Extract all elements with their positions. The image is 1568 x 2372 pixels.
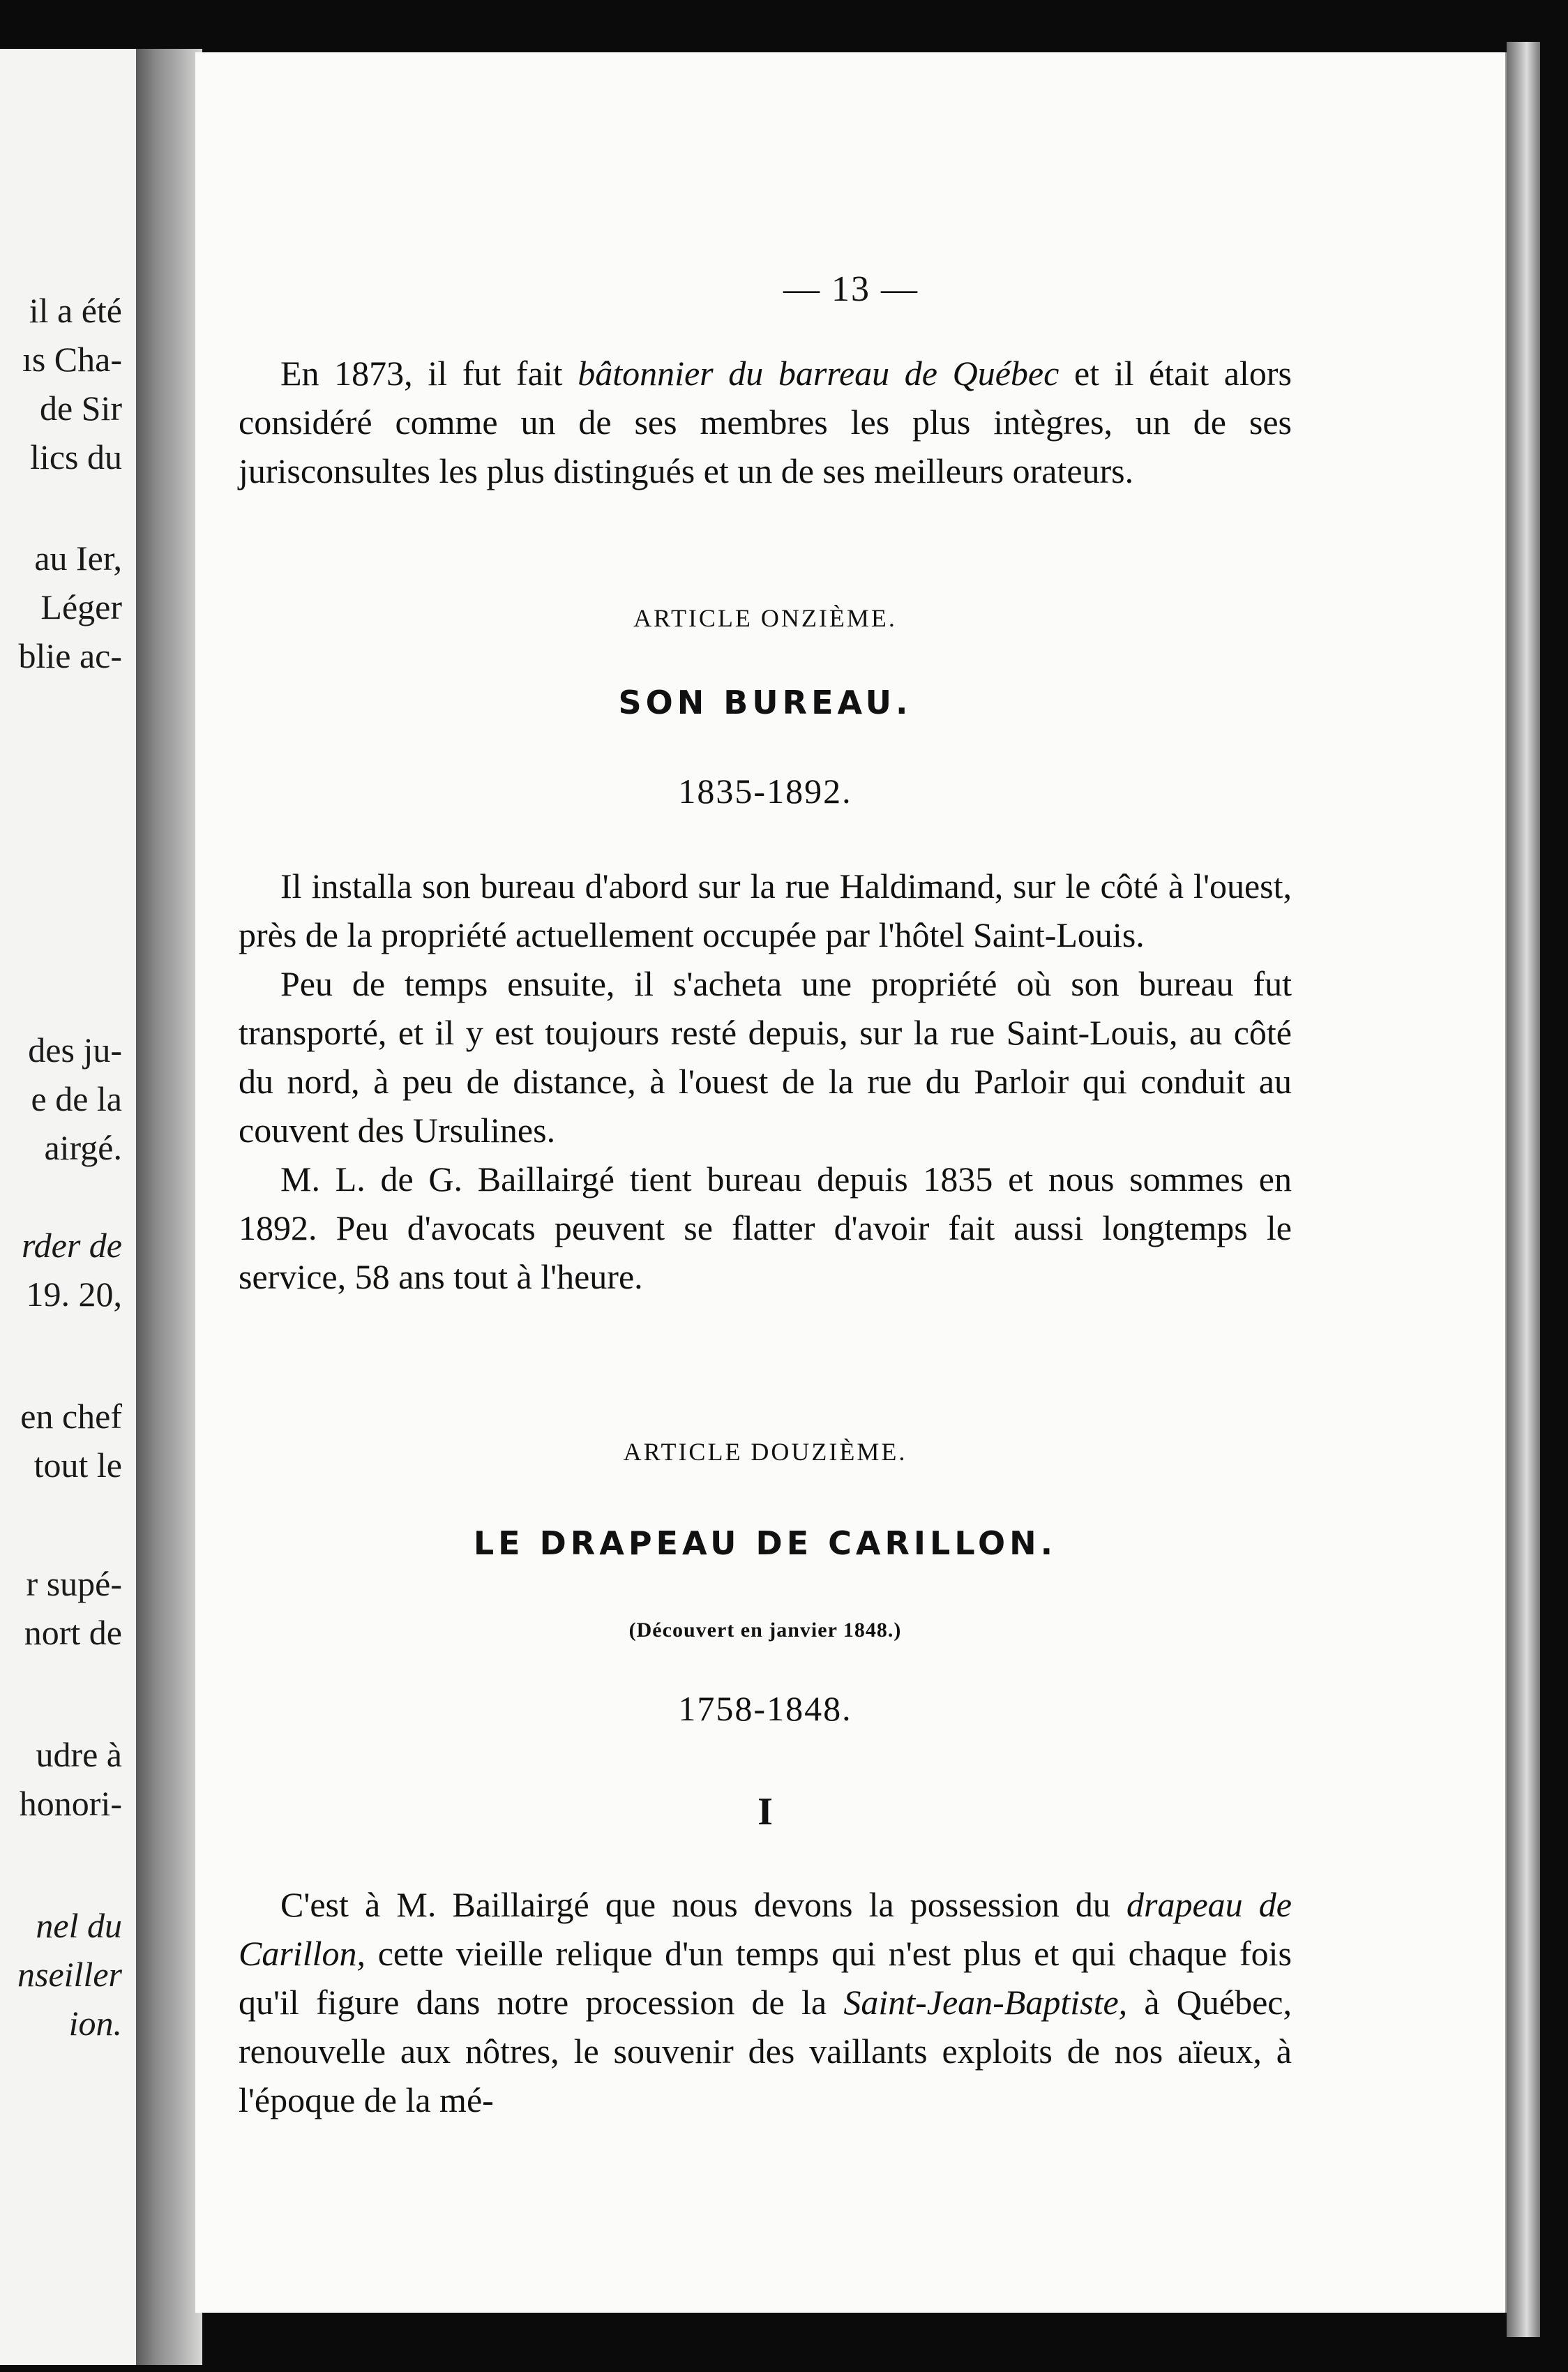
- paragraph: C'est à M. Baillairgé que nous devons la possession du drapeau de Carillon, cette vieille relique d'un temps qui n'est plus et qui chaque fois qu'il figure dans notre procession de la Saint-Jean-Baptiste, à Québec, renouvelle aux nôtres, le souvenir des vaillants exploits de nos aïeux, à l'époque de la mé-: [239, 1885, 1292, 2119]
- article-eleven-heading: ARTICLE ONZIÈME.: [633, 604, 897, 632]
- page-edge: [1507, 42, 1540, 2337]
- left-page-fragment-line: des ju-: [28, 1030, 122, 1069]
- left-page-fragment-line: udre à: [36, 1735, 122, 1774]
- section-title-drapeau-carillon: LE DRAPEAU DE CARILLON.: [473, 1524, 1057, 1562]
- intro-paragraph: En 1873, il fut fait bâtonnier du barreau de Québec et il était alors considéré comme un de ses membres les plus intègres, un de ses jurisconsultes les plus distingués et un de ses meilleurs orateurs.: [239, 354, 1292, 490]
- book-page: [195, 52, 1511, 2313]
- left-page-fragment-line: lics du: [30, 437, 122, 476]
- left-page-fragment-line: r supé-: [26, 1564, 122, 1603]
- left-page-fragment-line: e de la: [31, 1079, 122, 1118]
- roman-numeral-heading: I: [757, 1790, 773, 1833]
- left-page-fragment-line: de Sir: [39, 389, 122, 428]
- article-eleven-body: [239, 862, 1292, 1301]
- left-page-fragment-line: ion.: [68, 2004, 122, 2043]
- dates-1835-1892: 1835-1892.: [678, 772, 852, 811]
- section-title-son-bureau: SON BUREAU.: [618, 684, 912, 721]
- left-page-fragment-line: blie ac-: [18, 636, 122, 675]
- discovery-note: (Découvert en janvier 1848.): [628, 1619, 902, 1642]
- left-page-fragment-line: honori-: [19, 1784, 122, 1823]
- left-page-fragment-line: au Ier,: [34, 539, 122, 578]
- left-page-fragment-line: nel du: [36, 1906, 122, 1945]
- left-page-fragment-line: tout le: [33, 1446, 122, 1485]
- left-page-fragment-line: nseiller: [17, 1955, 122, 1994]
- left-page-fragment-line: ıs Cha-: [22, 340, 122, 379]
- left-page-fragment-line: Léger: [40, 587, 122, 626]
- left-page-fragment-line: airgé.: [44, 1128, 122, 1167]
- book-gutter: [136, 49, 202, 2365]
- article-twelve-heading: ARTICLE DOUZIÈME.: [623, 1438, 907, 1466]
- article-twelve-body: [239, 1880, 1292, 2124]
- page-number: — 13 —: [783, 269, 919, 309]
- paragraph: M. L. de G. Baillairgé tient bureau depuis 1835 et nous sommes en 1892. Peu d'avocats peuvent se flatter d'avoir fait aussi longtemps le service, 58 ans tout à l'heure.: [239, 1159, 1292, 1296]
- left-page-fragment-line: nort de: [24, 1613, 122, 1652]
- intro-paragraph-block: [239, 349, 1292, 495]
- dates-1758-1848: 1758-1848.: [678, 1689, 852, 1728]
- left-page-fragment-line: il a été: [29, 291, 122, 330]
- left-page-fragment-line: en chef: [20, 1397, 122, 1436]
- left-page-fragment-line: 19. 20,: [26, 1275, 122, 1314]
- left-page-fragment-line: rder de: [22, 1226, 122, 1265]
- left-page-fragment: [0, 49, 143, 2365]
- paragraph: Peu de temps ensuite, il s'acheta une propriété où son bureau fut transporté, et il y est toujours resté depuis, sur la rue Saint-Louis, au côté du nord, à peu de distance, à l'ouest de la rue du Parloir qui conduit au couvent des Ursulines.: [239, 964, 1292, 1150]
- paragraph: Il installa son bureau d'abord sur la rue Haldimand, sur le côté à l'ouest, près de la propriété actuellement occupée par l'hôtel Saint-Louis.: [239, 866, 1292, 954]
